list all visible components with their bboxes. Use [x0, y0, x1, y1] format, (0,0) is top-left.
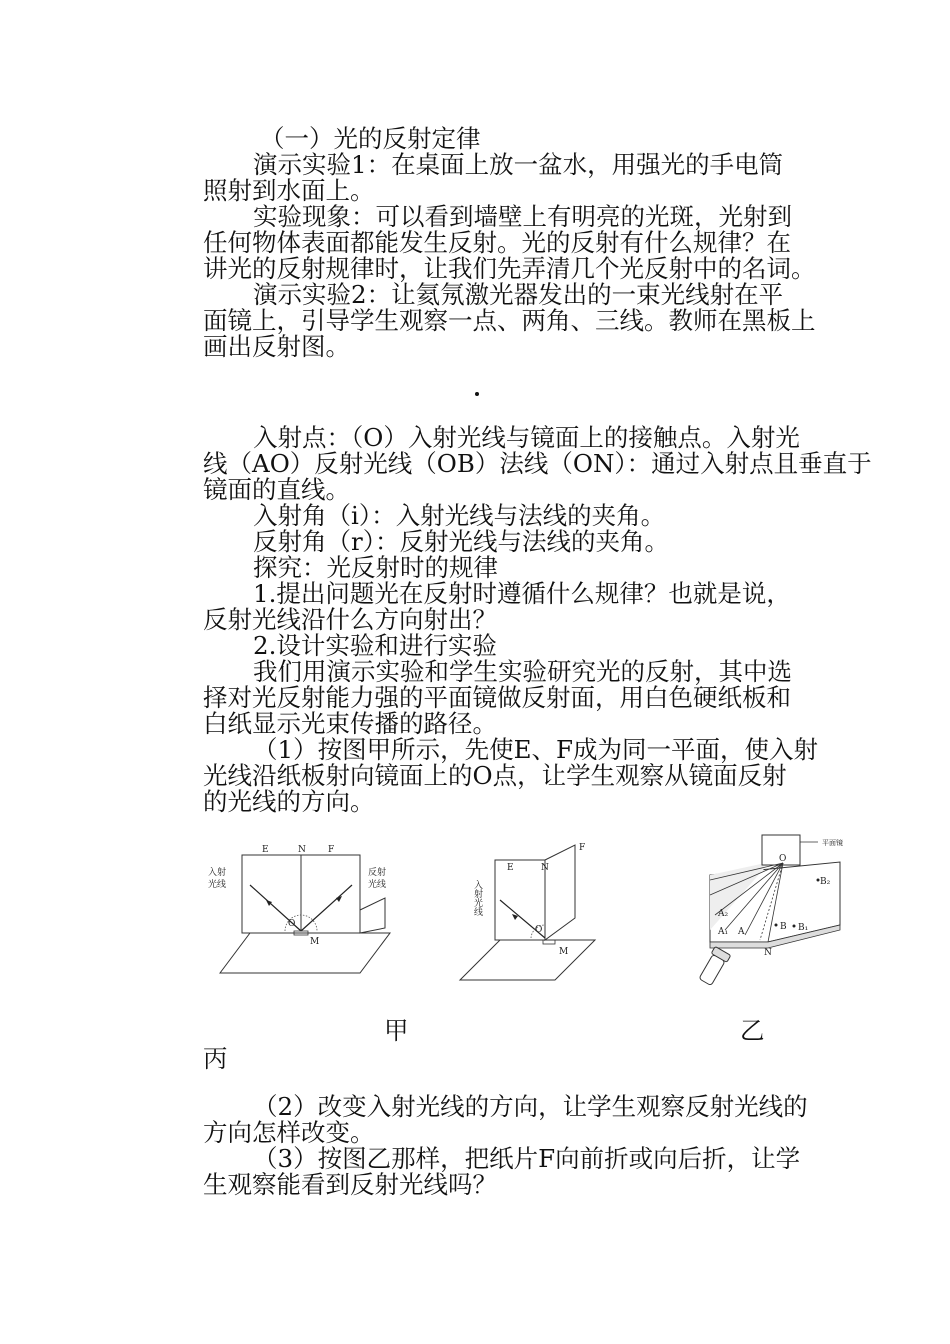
fig3-label-mirror: 平面镜 — [822, 839, 843, 847]
paragraph-line: 照射到水面上。 — [203, 176, 375, 205]
fig1-label-incident-1: 入射 — [208, 868, 227, 878]
paragraph-line: 探究：光反射时的规律 — [253, 553, 498, 582]
figure-yi — [455, 830, 615, 990]
fig3-label-b2: B₂ — [820, 877, 831, 887]
fig3-label-n: N — [764, 948, 772, 958]
figure-caption-bing: 丙 — [203, 1044, 228, 1073]
fig3-label-o: O — [779, 854, 787, 864]
bullet-dot — [475, 392, 479, 396]
fig3-label-b: B — [780, 922, 787, 932]
paragraph-line: 的光线的方向。 — [203, 787, 375, 816]
paragraph-line: 白纸显示光束传播的路径。 — [203, 709, 497, 738]
paragraph-line: 生观察能看到反射光线吗？ — [203, 1170, 497, 1199]
fig2-label-o: O — [535, 925, 543, 935]
fig1-label-e: E — [262, 845, 269, 855]
paragraph-line: 反射角（r）：反射光线与法线的夹角。 — [253, 527, 669, 556]
fig3-label-a: A — [738, 927, 745, 937]
paragraph-line: 入射角（i）：入射光线与法线的夹角。 — [253, 501, 666, 530]
fig1-label-reflected-2: 光线 — [368, 880, 387, 890]
paragraph-line: 光线沿纸板射向镜面上的O点，让学生观察从镜面反射 — [203, 761, 787, 790]
paragraph-line: 择对光反射能力强的平面镜做反射面，用白色硬纸板和 — [203, 683, 791, 712]
paragraph-line: 演示实验2：让氦氖激光器发出的一束光线射在平 — [253, 280, 784, 309]
fig1-label-incident-2: 光线 — [208, 880, 227, 890]
paragraph-line: 实验现象：可以看到墙壁上有明亮的光斑，光射到 — [253, 202, 792, 231]
figure-caption-yi: 乙 — [740, 1016, 765, 1045]
paragraph-line: 方向怎样改变。 — [203, 1118, 375, 1147]
fig3-label-b1: B₁ — [798, 923, 809, 933]
paragraph-line: （2）改变入射光线的方向，让学生观察反射光线的 — [253, 1092, 808, 1121]
paragraph-line: 1.提出问题光在反射时遵循什么规律？也就是说， — [253, 579, 791, 608]
fig2-label-incident: 入射光线 — [472, 880, 482, 916]
fig1-label-f: F — [328, 845, 335, 855]
paragraph-line: 入射点：（O）入射光线与镜面上的接触点。入射光 — [253, 423, 800, 452]
paragraph-line: 讲光的反射规律时，让我们先弄清几个光反射中的名词。 — [203, 254, 816, 283]
figure-bing — [690, 830, 870, 1000]
paragraph-line: （3）按图乙那样，把纸片F向前折或向后折，让学 — [253, 1144, 801, 1173]
paragraph-line: 镜面的直线。 — [203, 475, 350, 504]
fig2-label-m: M — [559, 947, 569, 957]
paragraph-line: 演示实验1：在桌面上放一盆水，用强光的手电筒 — [253, 150, 784, 179]
fig1-label-m: M — [310, 937, 320, 947]
fig2-label-n: N — [541, 863, 549, 873]
paragraph-line: 线（AO）反射光线（OB）法线（ON）：通过入射点且垂直于 — [203, 449, 872, 478]
section-heading: （一）光的反射定律 — [260, 124, 481, 153]
paragraph-line: 任何物体表面都能发生反射。光的反射有什么规律？在 — [203, 228, 791, 257]
paragraph-line: 我们用演示实验和学生实验研究光的反射，其中选 — [253, 657, 792, 686]
paragraph-line: 2.设计实验和进行实验 — [253, 631, 497, 660]
fig1-label-n: N — [298, 845, 306, 855]
fig1-label-reflected-1: 反射 — [368, 868, 387, 878]
fig3-label-a2: A₂ — [718, 909, 729, 919]
fig2-label-e: E — [507, 863, 514, 873]
paragraph-line: 反射光线沿什么方向射出？ — [203, 605, 497, 634]
figure-jia — [200, 830, 410, 990]
paragraph-line: 面镜上，引导学生观察一点、两角、三线。教师在黑板上 — [203, 306, 816, 335]
figure-caption-jia: 甲 — [384, 1016, 409, 1045]
fig1-label-o: O — [288, 919, 296, 929]
paragraph-line: 画出反射图。 — [203, 332, 350, 361]
fig3-label-a1: A₁ — [718, 927, 729, 937]
fig2-label-f: F — [579, 843, 586, 853]
paragraph-line: （1）按图甲所示，先使E、F成为同一平面，使入射 — [253, 735, 818, 764]
